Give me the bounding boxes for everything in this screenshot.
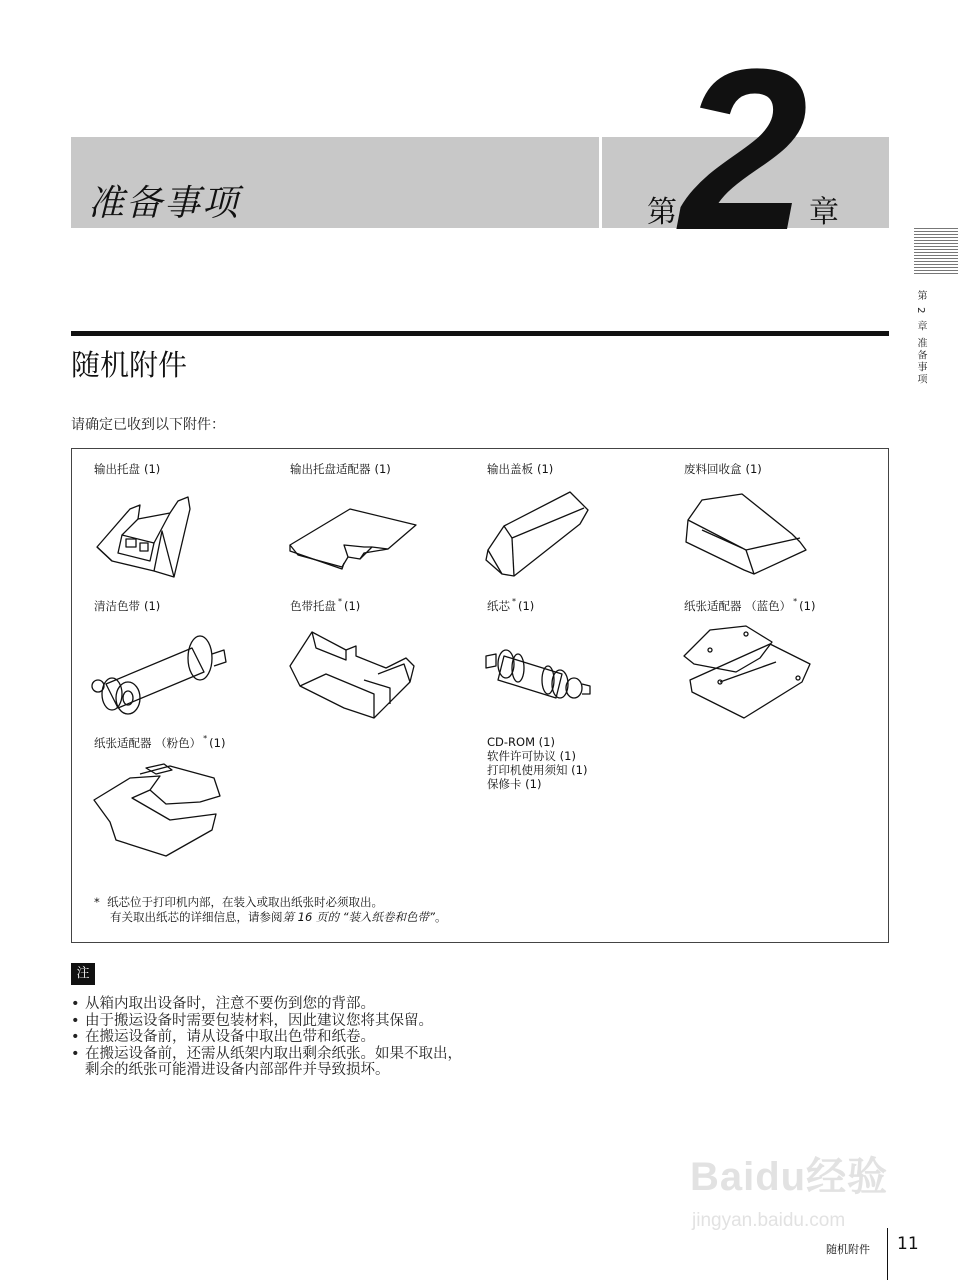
cd-items-list: [487, 735, 587, 791]
accessory-label: 纸张适配器 （蓝色）: [684, 599, 792, 613]
footer-section-name: 随机附件: [826, 1243, 870, 1256]
cd-item: 软件许可协议 (1): [487, 749, 576, 763]
paper-adapter-pink-icon: [90, 760, 225, 860]
accessory-item-output-tray-adapter: [290, 460, 391, 477]
accessory-item-ribbon-tray: [290, 597, 360, 614]
intro-text: 请确定已收到以下附件：: [71, 417, 225, 433]
accessory-label: 输出盖板: [487, 462, 533, 476]
cd-item: 保修卡 (1): [487, 777, 542, 791]
note-list: [71, 996, 471, 1079]
ribbon-tray-icon: [286, 622, 426, 722]
accessory-label: 废料回收盒: [684, 462, 742, 476]
accessory-label: 输出托盘适配器: [290, 462, 371, 476]
chapter-prefix: 第: [647, 195, 677, 230]
accessory-item-paper-adapter-blue: [684, 597, 815, 614]
accessory-qty: (1): [144, 599, 161, 613]
watermark-logo: Baidu经验: [690, 1155, 889, 1199]
accessory-label: 纸张适配器 （粉色）: [94, 736, 202, 750]
accessory-qty: (1): [344, 599, 361, 613]
waste-box-icon: [682, 490, 812, 580]
accessory-mark: *: [793, 597, 798, 606]
section-rule: [71, 331, 889, 336]
accessory-label: 输出托盘: [94, 462, 140, 476]
accessory-item-output-cover: [487, 460, 553, 477]
footnote-mark: *: [94, 895, 100, 909]
accessory-item-waste-box: [684, 460, 762, 477]
accessory-mark: *: [338, 597, 342, 606]
accessory-label: 清洁色带: [94, 599, 140, 613]
accessory-item-cleaning-ribbon: [94, 597, 160, 614]
accessory-label: 色带托盘: [290, 599, 336, 613]
accessory-qty: (1): [537, 462, 554, 476]
output-tray-icon: [92, 495, 202, 585]
side-tab-text: 第 2 章 准备事项: [915, 290, 926, 386]
accessory-qty: (1): [144, 462, 161, 476]
chapter-title: 准备事项: [88, 183, 241, 224]
chapter-suffix: 章: [809, 195, 839, 230]
accessory-mark: *: [512, 597, 516, 606]
chapter-number: 2: [680, 21, 798, 278]
accessory-qty: (1): [209, 736, 226, 750]
note-badge: 注: [71, 963, 95, 985]
accessory-item-paper-core: [487, 597, 534, 614]
accessory-item-output-tray: [94, 460, 160, 477]
paper-adapter-blue-icon: [680, 620, 830, 720]
footnote-reference-link[interactable]: 第 16 页的 “装入纸卷和色带”: [282, 910, 436, 924]
note-item: • 从箱内取出设备时，注意不要伤到您的背部。: [71, 996, 471, 1013]
accessory-qty: (1): [745, 462, 762, 476]
side-thumb-tab: [914, 228, 958, 274]
note-item: • 在搬运设备前，请从设备中取出色带和纸卷。: [71, 1029, 471, 1046]
footnote-line2-suffix: 。: [435, 910, 447, 924]
note-item: • 由于搬运设备时需要包装材料，因此建议您将其保留。: [71, 1013, 471, 1030]
footnote: [94, 895, 447, 925]
footnote-line1: 纸芯位于打印机内部，在装入或取出纸张时必须取出。: [107, 895, 384, 909]
output-tray-adapter-icon: [288, 505, 418, 575]
footer-divider: [887, 1228, 888, 1280]
cd-item: 打印机使用须知 (1): [487, 763, 588, 777]
accessory-qty: (1): [374, 462, 391, 476]
accessory-item-paper-adapter-pink: [94, 734, 225, 751]
output-cover-icon: [484, 490, 594, 585]
accessory-mark: *: [203, 734, 208, 743]
paper-core-icon: [484, 636, 594, 706]
cd-item: CD-ROM (1): [487, 735, 555, 749]
section-title: 随机附件: [71, 348, 188, 382]
cleaning-ribbon-icon: [88, 628, 233, 718]
footnote-line2-prefix: 有关取出纸芯的详细信息，请参阅: [110, 910, 283, 924]
note-item: • 在搬运设备前，还需从纸架内取出剩余纸张。如果不取出，剩余的纸张可能滑进设备内部部件并导致损坏。: [71, 1046, 471, 1079]
accessory-label: 纸芯: [487, 599, 510, 613]
accessory-qty: (1): [518, 599, 535, 613]
accessory-qty: (1): [799, 599, 816, 613]
page-number: 11: [897, 1234, 919, 1254]
watermark-url: jingyan.baidu.com: [692, 1210, 846, 1231]
